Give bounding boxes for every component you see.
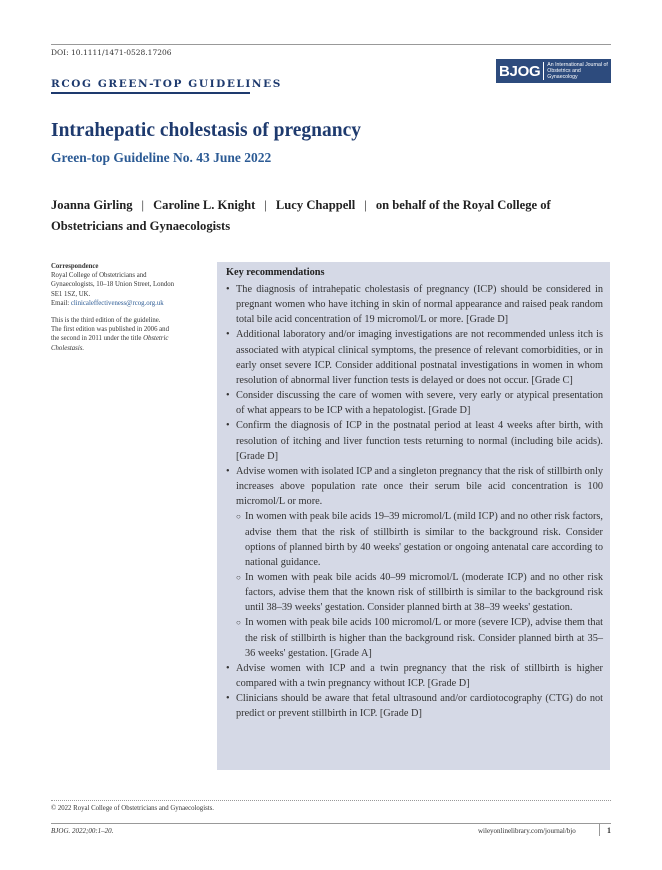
recommendation-item: • Confirm the diagnosis of ICP in the postnatal period at least 4 weeks after birth, with resolution of itching and liver function tests returning to normal (including bile acids). [Grade D] bbox=[226, 418, 603, 463]
footer-rule bbox=[51, 823, 611, 824]
recommendation-item: • Advise women with isolated ICP and a singleton pregnancy that the risk of stillbirth only increases above population rate once their serum bile acid concentration is 100 micromol/L or more. bbox=[226, 464, 603, 509]
author-list bbox=[51, 195, 611, 237]
logo-divider bbox=[543, 62, 544, 80]
author-separator: | bbox=[141, 198, 145, 212]
author-name: Lucy Chappell bbox=[275, 198, 356, 212]
logo-tagline bbox=[547, 62, 611, 81]
edition-note-line bbox=[51, 344, 201, 353]
correspondence-address-line: SE1 1SZ, UK. bbox=[51, 290, 91, 298]
logo-tagline-line1: An International Journal of bbox=[547, 61, 608, 68]
edition-note-line bbox=[51, 334, 201, 343]
edition-note-line: This is the third edition of the guideline. bbox=[51, 317, 161, 325]
edition-note-text: the second in 2011 under the title bbox=[51, 335, 142, 343]
correspondence-email bbox=[51, 299, 201, 308]
bjog-logo bbox=[496, 59, 611, 83]
article-title: Intrahepatic cholestasis of pregnancy bbox=[51, 120, 362, 141]
recommendation-item: • Additional laboratory and/or imaging investigations are not recommended unless itch is associated with atypical clinical symptoms, the presence of relevant comorbidities, or in early onset severe ICP. Consider additional postnatal investigations in women in whom resolution of abnormal liver function tests is delayed or does not occur. [Grade C] bbox=[226, 327, 603, 388]
recommendation-item: • Advise women with ICP and a twin pregnancy that the risk of stillbirth is higher compared with a twin pregnancy without ICP. [Grade D] bbox=[226, 661, 603, 691]
sidebar-notes bbox=[51, 262, 201, 353]
recommendation-subitem: ○ In women with peak bile acids 100 micromol/L or more (severe ICP), advise them that the risk of stillbirth is higher than the background risk. Consider planned birth at 35–36 weeks' gestation. [Grade A] bbox=[226, 615, 603, 660]
edition-note bbox=[51, 316, 201, 353]
series-underline bbox=[51, 92, 250, 94]
previous-title: Obstetric bbox=[143, 335, 169, 343]
correspondence-address-line: Gynaecologists, 10–18 Union Street, London bbox=[51, 281, 175, 289]
author-separator: | bbox=[264, 198, 267, 212]
author-name: Joanna Girling bbox=[51, 198, 133, 212]
key-recommendations-heading: Key recommendations bbox=[226, 267, 325, 278]
journal-website-link[interactable]: wileyonlinelibrary.com/journal/bjo bbox=[478, 827, 576, 835]
email-label: Email: bbox=[51, 299, 70, 307]
previous-title: Cholestasis. bbox=[51, 344, 85, 352]
recommendation-item: • The diagnosis of intrahepatic cholestasis of pregnancy (ICP) should be considered in pregnant women who have itching in skin of normal appearance and raised peak random total bile acid concentration of 19 micromol/L or more. [Grade D] bbox=[226, 282, 603, 327]
author-name: Caroline L. Knight bbox=[153, 198, 256, 212]
journal-citation: BJOG. 2022;00:1–20. bbox=[51, 827, 114, 835]
recommendation-list bbox=[226, 282, 603, 722]
recommendation-item: • Clinicians should be aware that fetal ultrasound and/or cardiotocography (CTG) do not predict or prevent stillbirth in ICP. [Grade D] bbox=[226, 691, 603, 721]
article-subtitle: Green-top Guideline No. 43 June 2022 bbox=[51, 150, 272, 165]
header-rule bbox=[51, 44, 611, 45]
recommendation-subitem: ○ In women with peak bile acids 40–99 micromol/L (moderate ICP) and no other risk factors, advise them that the known risk of stillbirth is similar to the background risk until 38–39 weeks' gestation. Consider planned birth at 38–39 weeks' gestation. bbox=[226, 570, 603, 615]
page-number: 1 bbox=[607, 826, 611, 835]
logo-tagline-line2: Obstetrics and Gynaecology bbox=[547, 67, 581, 81]
email-link[interactable]: clinicaleffectiveness@rcog.org.uk bbox=[70, 299, 164, 307]
doi-text: DOI: 10.1111/1471-0528.17206 bbox=[51, 48, 172, 57]
edition-note-line: The first edition was published in 2006 and bbox=[51, 326, 169, 334]
copyright-notice: © 2022 Royal College of Obstetricians and Gynaecologists. bbox=[51, 805, 214, 812]
series-label: RCOG GREEN-TOP GUIDELINES bbox=[51, 78, 282, 90]
correspondence-heading: Correspondence bbox=[51, 263, 99, 270]
logo-name: BJOG bbox=[499, 62, 541, 80]
author-separator: | bbox=[364, 198, 367, 212]
recommendation-item: • Consider discussing the care of women with severe, very early or atypical presentation of what appears to be ICP with a hepatologist. [Grade D] bbox=[226, 388, 603, 418]
correspondence-address-line: Royal College of Obstetricians and bbox=[51, 272, 147, 280]
footer-rule bbox=[51, 800, 611, 801]
page-number-divider bbox=[599, 824, 600, 836]
author-group: on behalf of the Royal College of Obstetricians and Gynaecologists bbox=[51, 198, 551, 233]
key-recommendations-box bbox=[217, 262, 610, 770]
recommendation-subitem: ○ In women with peak bile acids 19–39 micromol/L (mild ICP) and no other risk factors, advise them that the risk of stillbirth is similar to the background risk. Consider options of planned birth by 40 weeks' gestation or ongoing antenatal care according to national guidance. bbox=[226, 509, 603, 570]
